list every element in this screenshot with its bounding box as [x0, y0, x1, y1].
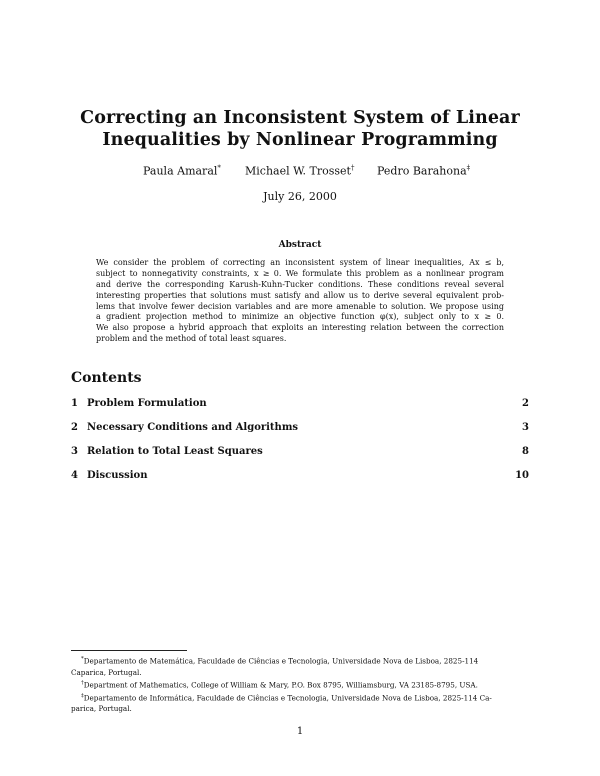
footnote: *Departamento de Matemática, Faculdade de Ciências e Tecnologia, Universidade Nova de Lisboa, 2825-114 [81, 656, 479, 666]
author-3: Pedro Barahona‡ [377, 164, 471, 178]
footnote-continuation: Caparica, Portugal. [71, 667, 142, 677]
author-list [0, 164, 600, 180]
toc-entry[interactable] [71, 398, 529, 412]
paper-title-line-2: Inequalities by Nonlinear Programming [102, 130, 498, 150]
abstract-line: interesting properties that solutions must satisfy and allow us to derive several equivalent prob- [96, 290, 504, 300]
abstract-line: We also propose a hybrid approach that exploits an interesting relation between the correction [96, 323, 504, 333]
toc-page: 3 [522, 422, 529, 433]
abstract-body [96, 258, 504, 345]
footnotes [71, 654, 529, 715]
author-2: Michael W. Trosset† [245, 164, 355, 178]
toc-entry[interactable] [71, 446, 529, 460]
footnote: ‡Departamento de Informática, Faculdade de Ciências e Tecnologia, Universidade Nova de Lisboa, 2825-114 Ca- [81, 692, 492, 703]
abstract-line: problem and the method of total least squares. [96, 334, 287, 344]
footnote-continuation: parica, Portugal. [71, 704, 132, 714]
contents-heading: Contents [71, 370, 142, 386]
abstract-line: and derive the corresponding Karush-Kuhn-Tucker conditions. These conditions reveal several [96, 279, 504, 289]
toc-title[interactable]: Relation to Total Least Squares [87, 446, 263, 457]
footnote-rule [71, 650, 187, 651]
toc-page: 8 [522, 446, 529, 457]
paper-title-line-1: Correcting an Inconsistent System of Linear [80, 108, 520, 128]
toc-number: 4 [71, 470, 78, 481]
toc-number: 2 [71, 422, 78, 433]
abstract-line: lems that involve fewer decision variables and are more amenable to solution. We propose using [96, 301, 504, 311]
toc-page: 2 [522, 398, 529, 409]
toc-number: 1 [71, 398, 78, 409]
toc-title[interactable]: Necessary Conditions and Algorithms [87, 422, 299, 433]
toc-title[interactable]: Discussion [87, 470, 148, 481]
author-1: Paula Amaral* [143, 164, 221, 178]
abstract-line: a gradient projection method to minimize an objective function φ(x), subject only to x ≥ 0. [96, 312, 504, 322]
toc-number: 3 [71, 446, 78, 457]
page-number: 1 [296, 726, 304, 737]
abstract-heading: Abstract [278, 240, 322, 250]
toc-title[interactable]: Problem Formulation [87, 398, 207, 409]
paper-date: July 26, 2000 [263, 190, 337, 203]
toc-entry[interactable] [71, 470, 529, 484]
toc-entry[interactable] [71, 422, 529, 436]
abstract-line: We consider the problem of correcting an inconsistent system of linear inequalities, Ax ≤ b, [96, 258, 504, 267]
abstract-line: subject to nonnegativity constraints, x ≥ 0. We formulate this problem as a nonlinear program [96, 268, 504, 278]
footnote: †Department of Mathematics, College of William & Mary, P.O. Box 8795, Williamsburg, VA 23185-8795, USA. [81, 679, 478, 690]
toc-page: 10 [515, 470, 529, 481]
